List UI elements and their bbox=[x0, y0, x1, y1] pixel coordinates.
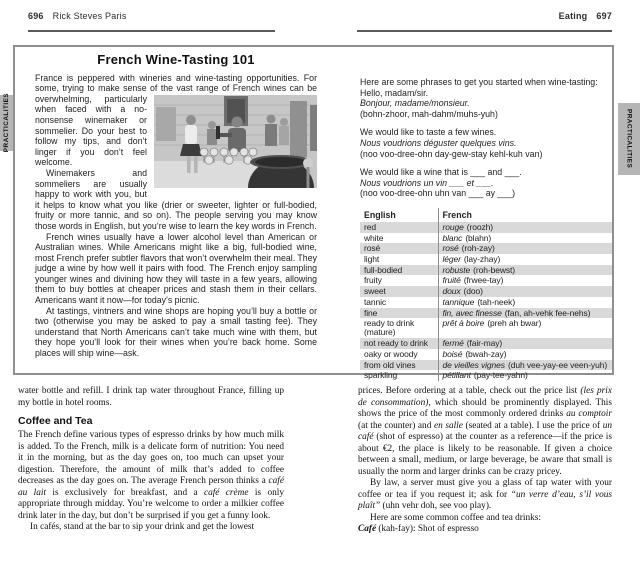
coffee-and-tea-heading: Coffee and Tea bbox=[18, 415, 93, 427]
phrase-group bbox=[360, 167, 612, 199]
phrase-pronunciation: (noo voo-dree-ohn day-gew-stay kehl-kuh van) bbox=[360, 148, 543, 159]
left-header-rule bbox=[28, 30, 275, 32]
french-term: robuste (roh-bewst) bbox=[438, 265, 612, 276]
english-term: ready to drink (mature) bbox=[364, 318, 415, 338]
box-paragraph-2: Winemakers and sommeliers are usually happy to work with you, but it helps to know what you like (drier or sweeter, lighter or full-bodied, fruity or more tannic, and so on). The people serving you may know those words in English, but you’re wise to learn the key words in French. bbox=[35, 167, 317, 231]
body-paragraph: Here are some common coffee and tea drinks: bbox=[370, 512, 541, 523]
table-row bbox=[360, 370, 612, 381]
left-page-body-column bbox=[18, 386, 284, 534]
wine-box-left-column bbox=[35, 52, 317, 359]
table-row bbox=[360, 286, 612, 297]
phrase-group bbox=[360, 127, 612, 159]
right-page-body-column bbox=[358, 386, 612, 536]
phrase-french: Nous voudrions déguster quelques vins. bbox=[360, 137, 517, 148]
table-row bbox=[360, 338, 612, 349]
phrases-intro: Here are some phrases to get you started when wine-tasting: bbox=[360, 77, 598, 87]
table-row bbox=[360, 308, 612, 319]
french-term: boisé (bwah-zay) bbox=[438, 349, 612, 360]
phrase-english: Hello, madam/sir. bbox=[360, 87, 428, 98]
box-paragraph-1-text: France is peppered with wineries and wine-tasting opportunities. For some, trying to make sense of the vast range of French wines can be overwhelming, particularly when faced with a no-nonsense winemaker or sommelier. Do your best to follow my tips, and don’t linger if you don’t feel welcome. bbox=[35, 72, 317, 168]
english-term: white bbox=[364, 232, 384, 243]
body-paragraph: In cafés, stand at the bar to sip your drink and get the lowest bbox=[30, 522, 255, 532]
table-header-row bbox=[360, 208, 612, 222]
practicalities-tab-right-label: PRACTICALITIES bbox=[625, 109, 633, 169]
english-term: from old vines bbox=[364, 359, 416, 370]
english-term: rosé bbox=[364, 243, 381, 254]
column-header-english: English bbox=[364, 209, 396, 220]
chapter-title: Eating bbox=[558, 11, 588, 21]
english-term: sweet bbox=[364, 286, 386, 297]
table-row bbox=[360, 243, 612, 254]
phrase-english: We would like to taste a few wines. bbox=[360, 127, 497, 138]
table-row bbox=[360, 275, 612, 286]
table-row bbox=[360, 318, 612, 338]
english-term: not ready to drink bbox=[364, 338, 428, 349]
book-title: Rick Steves Paris bbox=[52, 11, 127, 21]
box-title: French Wine-Tasting 101 bbox=[97, 52, 255, 67]
table-row bbox=[360, 222, 612, 233]
practicalities-tab-left bbox=[0, 95, 13, 151]
wine-tasting-photo bbox=[154, 95, 317, 188]
table-row bbox=[360, 349, 612, 360]
right-running-head bbox=[559, 11, 612, 21]
french-term: pétillant (pay-tee-yahn) bbox=[438, 370, 612, 381]
body-paragraph: prices. Before ordering at a table, check out the price list (les prix de consommation), which should be prominently displayed. This shows the price of the most commonly ordered drinks au comptoir (at the counter) and en salle (seated at a table). I use the price of un café (shot of espresso) at the counter as a reference—if the price is about €2, the place is likely to be reasonable. If given a choice between a small, medium, or large beverage, be aware that small is usually the norm and larger drinks can be crazy pricey. bbox=[358, 386, 613, 477]
cafe-definition-line: Café (kah-fay): Shot of espresso bbox=[358, 524, 479, 534]
left-running-head bbox=[28, 11, 127, 21]
table-row bbox=[360, 297, 612, 308]
french-term: fermé (fair-may) bbox=[438, 338, 612, 349]
right-header-rule bbox=[357, 30, 612, 32]
column-header-french: French bbox=[438, 208, 612, 222]
phrase-french: Bonjour, madame/monsieur. bbox=[360, 98, 470, 109]
french-term: léger (lay-zhay) bbox=[438, 254, 612, 265]
french-term: de vieilles vignes (duh vee-yay-ee veen-yuh) bbox=[438, 360, 612, 371]
english-term: tannic bbox=[364, 296, 387, 307]
french-term: blanc (blahn) bbox=[438, 233, 612, 244]
wine-tasting-sidebar-box bbox=[13, 45, 614, 381]
english-term: fruity bbox=[364, 275, 382, 286]
french-term: doux (doo) bbox=[438, 286, 612, 297]
table-row bbox=[360, 233, 612, 244]
french-term: fin, avec finesse (fan, ah-vehk fee-nehs) bbox=[438, 308, 612, 319]
english-term: oaky or woody bbox=[364, 348, 418, 359]
box-paragraph-1 bbox=[35, 73, 317, 168]
french-term: prêt à boire (preh ah bwar) bbox=[438, 318, 612, 338]
right-page-number: 697 bbox=[596, 11, 612, 21]
phrase-english: We would like a wine that is ___ and ___. bbox=[360, 167, 522, 178]
english-term: full-bodied bbox=[364, 264, 403, 275]
phrase-pronunciation: (noo voo-dree-ohn uhn van ___ ay ___) bbox=[360, 188, 516, 199]
french-term: fruité (frwee-tay) bbox=[438, 275, 612, 286]
french-term: tannique (tah-neek) bbox=[438, 297, 612, 308]
table-row bbox=[360, 254, 612, 265]
french-term: rouge (roozh) bbox=[438, 222, 612, 233]
body-paragraph: The French define various types of espresso drinks by how much milk is added. To the French, milk is a delicate form of nutrition: You need it in the morning, but as the day goes on, too much can upset your digestion. Therefore, the amount of milk that’s added to coffee decreases as the day goes on. The average French person thinks a café au lait is exclusively for breakfast, and a café crème is only appropriate through midday. You’re welcome to order a milkier coffee drink later in the day, but don’t be surprised if you get a funny look. bbox=[18, 430, 284, 521]
table-row bbox=[360, 360, 612, 371]
box-paragraph-4: At tastings, vintners and wine shops are hoping you’ll buy a bottle or two (otherwise you may be asked to pay a small tasting fee). They understand that North Americans can’t take much wine with them, but they hope you’ll look for their wines when you’re back home. Some places will ship wine—ask. bbox=[35, 305, 317, 359]
left-page-number: 696 bbox=[28, 11, 44, 21]
phrase-pronunciation: (bohn-zhoor, mah-dahm/muhs-yuh) bbox=[360, 108, 498, 119]
english-term: sparkling bbox=[364, 370, 398, 381]
practicalities-tab-right bbox=[618, 103, 640, 175]
wine-vocabulary-table bbox=[360, 208, 612, 381]
box-paragraph-3: French wines usually have a lower alcohol level than American or Australian wines. While Americans might like a big, full-bodied wine, most French prefer subtler flavors that won’t overwhelm their meal. They judge a wine by how well it pairs with food. The French enjoy sampling younger wines and divining how they will taste in a few years, allowing them to buy bottles at cheaper prices and stash them in their cellars. Americans want it now—for today’s picnic. bbox=[35, 231, 317, 306]
body-paragraph: By law, a server must give you a glass of tap water with your coffee or tea if you request it; ask for “un verre d’eau, s’il vous plaît” (uhn vehr doh, see voo play). bbox=[358, 478, 612, 511]
table-row bbox=[360, 265, 612, 276]
phrase-group bbox=[360, 88, 612, 120]
wine-box-right-column bbox=[360, 77, 612, 381]
english-term: fine bbox=[364, 307, 378, 318]
english-term: red bbox=[364, 221, 376, 232]
practicalities-tab-left-label: PRACTICALITIES bbox=[3, 93, 10, 153]
english-term: light bbox=[364, 254, 380, 265]
french-term: rosé (roh-zay) bbox=[438, 243, 612, 254]
body-continuation-paragraph: water bottle and refill. I drink tap water throughout France, filling up my bottle in hotel rooms. bbox=[18, 386, 284, 408]
phrase-french: Nous voudrions un vin ___ et ___. bbox=[360, 177, 494, 188]
